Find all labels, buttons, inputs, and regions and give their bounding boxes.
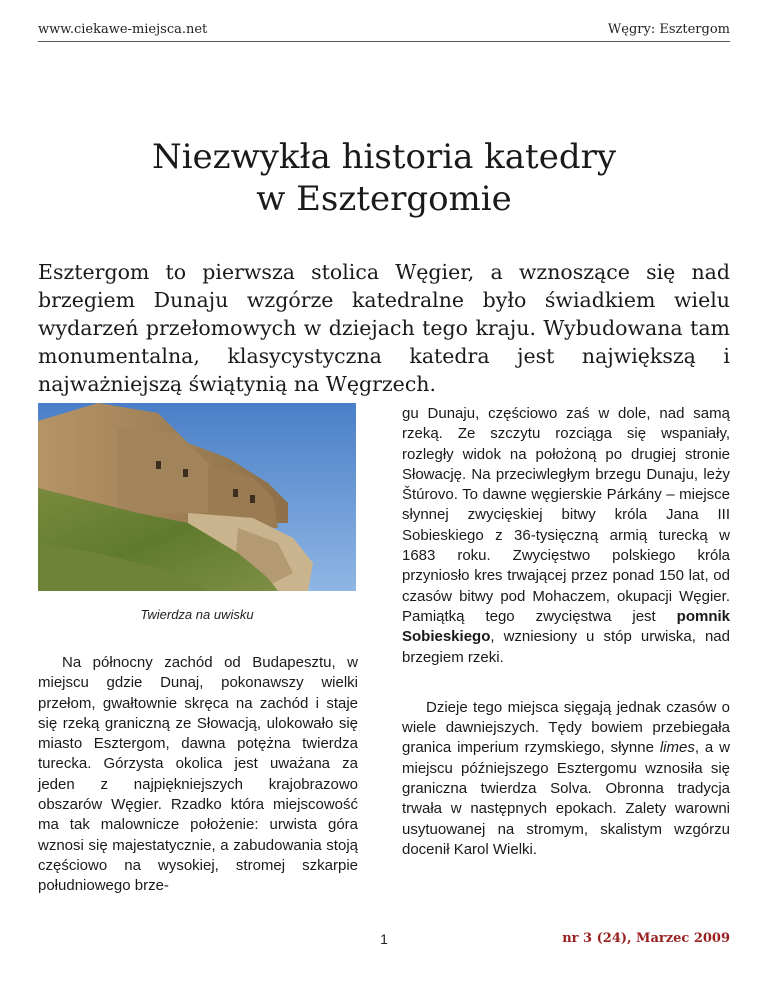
right-paragraph-1 <box>402 404 730 668</box>
page-number: 1 <box>380 931 388 947</box>
right-paragraph-2 <box>402 698 730 860</box>
right-p1-text-a: gu Dunaju, częściowo zaś w dole, nad samą rzeką. Ze szczytu rozciąga się wspaniały, rozległy widok na położoną po drugiej stronie Słowację. Na przeciwległym brzegu Dunaju, leży Štúrovo. To dawne węgierskie Párkány – miejsce słynnej zwycięskiej bitwy króla Jana III Sobieskiego z 36-tysięczną armią turecką w 1683 roku. Zwycięstwo polskiego króla przyniosło kres trwającej przez ponad 150 lat, od czasów bitwy pod Mohaczem, okupacji Węgier. Pamiątką tego zwycięstwa jest <box>402 405 730 625</box>
limes-term: limes <box>659 739 695 757</box>
right-p1-text-b: , wzniesiony u stóp urwiska, nad brzegiem rzeki. <box>402 628 730 666</box>
photo-caption: Twierdza na uwisku <box>140 607 254 622</box>
issue-label: nr 3 (24), Marzec 2009 <box>562 931 730 946</box>
title-line-1: Niezwykła historia katedry <box>151 137 617 177</box>
header-site: www.ciekawe-miejsca.net <box>38 22 208 37</box>
article-title <box>0 136 768 220</box>
header-rule <box>38 41 730 42</box>
right-p2-text-a: Dzieje tego miejsca sięgają jednak czasów o wiele dawniejszych. Tędy bowiem przebiegała granica imperium rzymskiego, słynne <box>402 698 730 757</box>
left-column <box>38 653 358 897</box>
lead-paragraph: Esztergom to pierwsza stolica Węgier, a wznoszące się nad brzegiem Dunaju wzgórze katedralne było świadkiem wielu wydarzeń przełomowych w dziejach tego kraju. Wybudowana tam monumentalna, klasycystyczna katedra jest największą i najważniejszą świątynią na Węgrzech. <box>38 260 730 396</box>
fortress-photo <box>38 403 356 591</box>
sobieski-monument-term: pomnik Sobieskiego <box>402 607 730 646</box>
right-column <box>402 404 730 860</box>
title-line-2: w Esztergomie <box>256 179 512 219</box>
right-p2-text-b: , a w miejscu późniejszego Esztergomu wznosiła się graniczna twierdza Solva. Obronna tradycja trwała w następnych epokach. Zalety warowni usytuowanej na stromym, skalistym wzgórzu docenił Karol Wielki. <box>402 739 730 858</box>
left-paragraph-1: Na północny zachód od Budapesztu, w miejscu gdzie Dunaj, pokonawszy wielki przełom, gwałtownie skręca na zachód i staje się rzeką graniczną ze Słowacją, ulokowało się miasto Esztergom, dawna potężna twierdza turecka. Górzysta okolica jest uważana za jeden z najpiękniejszych krajobrazowo obszarów Węgier. Rzadko która miejscowość ma tak malownicze położenie: urwista góra wznosi się majestatycznie, a zabudowania stoją częściowo na wysokiej, stromej szkarpie południowego brze- <box>38 654 358 895</box>
header-section: Węgry: Esztergom <box>607 22 730 37</box>
